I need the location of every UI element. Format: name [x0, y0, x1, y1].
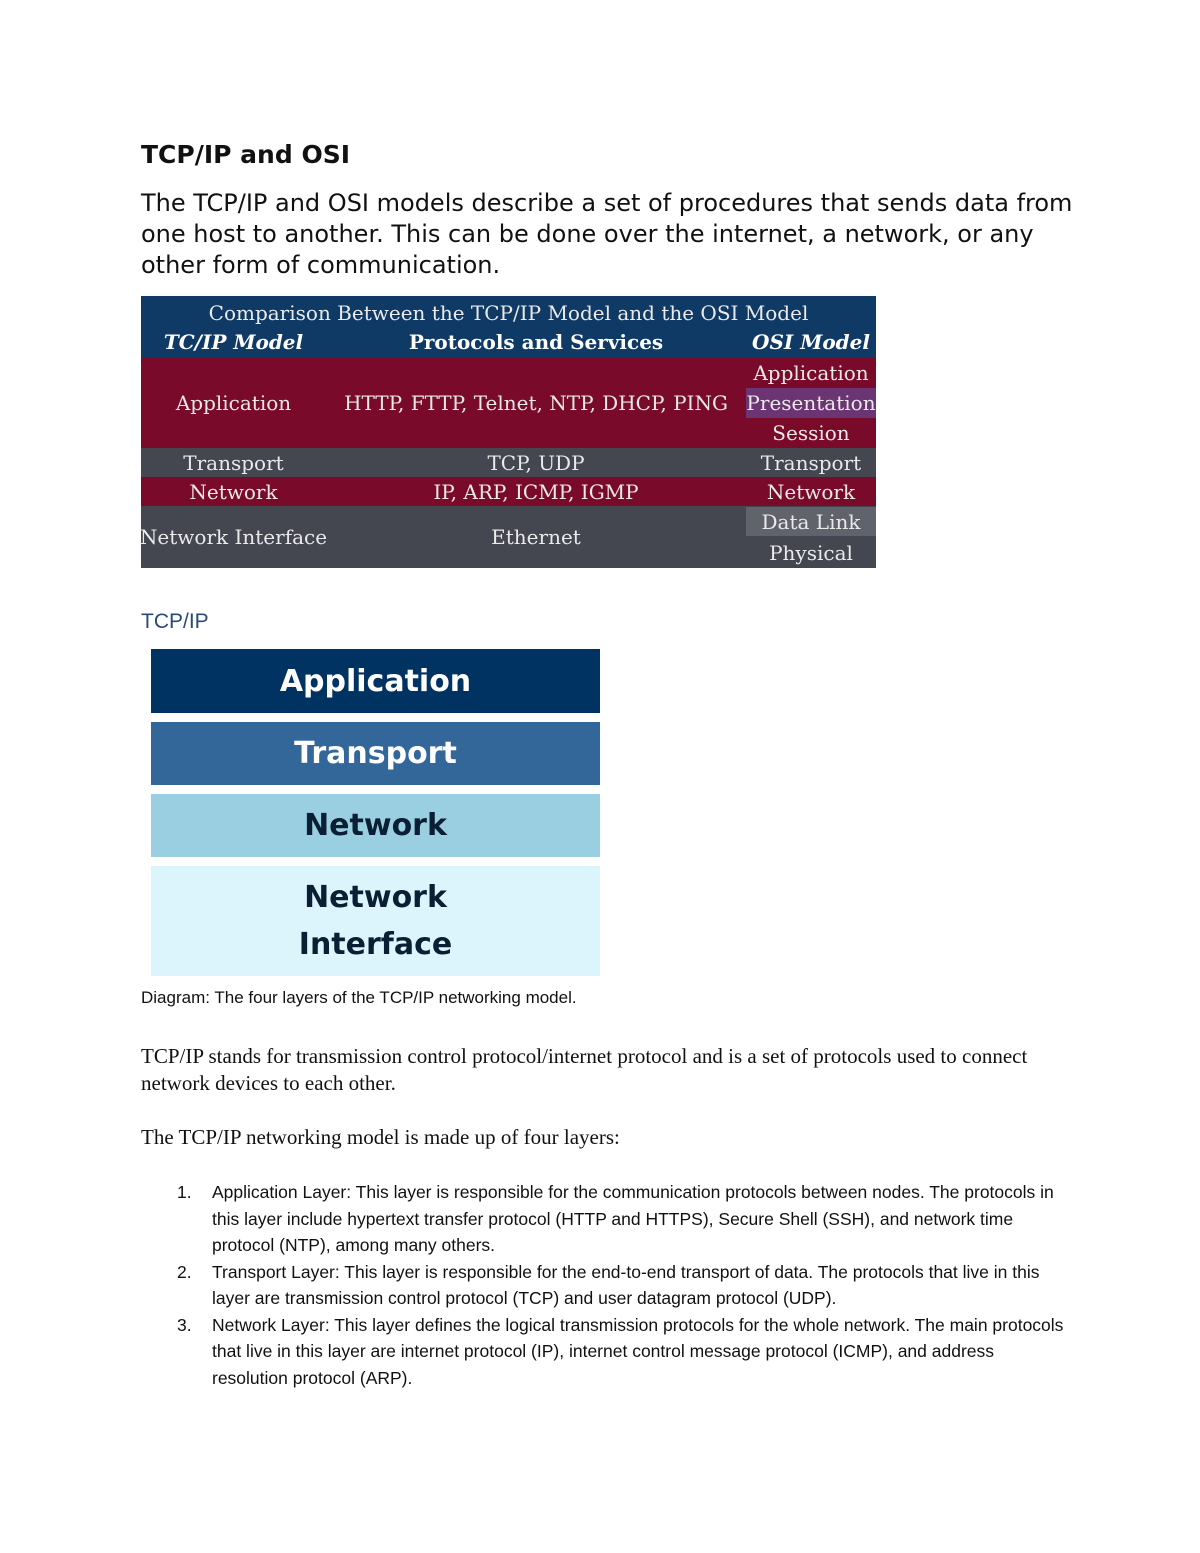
body-paragraph-1: TCP/IP stands for transmission control protocol/internet protocol and is a set of protocols used to connect network devices to each other.: [141, 1044, 1028, 1095]
cell-osi-data-link: Data Link: [746, 507, 876, 536]
layer-transport: [151, 722, 600, 785]
cell-tcpip-network: Network: [189, 479, 278, 504]
layer-network-interface-label-1: Network: [304, 880, 447, 915]
cell-tcpip-network-interface: Network Interface: [139, 525, 328, 549]
cell-osi-transport: Transport: [760, 450, 862, 475]
cell-protocols-application: HTTP, FTTP, Telnet, NTP, DHCP, PING: [344, 391, 728, 415]
table-title: Comparison Between the TCP/IP Model and the OSI Model: [208, 301, 809, 325]
list-text: Network Layer: This layer defines the logical transmission protocols for the whole network. The main protocols that live in this layer are internet protocol (IP), internet control message protocol (ICMP), and address resolution protocol (ARP).: [212, 1314, 1064, 1388]
list-number: 3.: [177, 1314, 192, 1335]
layer-network: [151, 794, 600, 857]
layer-transport-label: Transport: [294, 736, 457, 771]
cell-protocols-network-interface: Ethernet: [491, 525, 581, 549]
body-paragraph-2: The TCP/IP networking model is made up of four layers:: [141, 1125, 620, 1149]
layer-network-label: Network: [304, 808, 447, 843]
cell-protocols-network: IP, ARP, ICMP, IGMP: [433, 479, 639, 504]
list-text: Application Layer: This layer is responsible for the communication protocols between nodes. The protocols in this layer include hypertext transfer protocol (HTTP and HTTPS), Secure Shell (SSH), and network time protocol (NTP), among many others.: [212, 1182, 1054, 1255]
cell-osi-presentation: Presentation: [746, 388, 876, 418]
layer-application: [151, 649, 600, 713]
comparison-table: [141, 296, 876, 568]
layer-network-interface: [151, 866, 600, 976]
col-header-protocols: Protocols and Services: [408, 330, 664, 354]
cell-osi-physical: Physical: [769, 540, 853, 565]
cell-osi-network: Network: [766, 479, 856, 504]
list-number: 1.: [177, 1182, 192, 1202]
cell-protocols-transport: TCP, UDP: [487, 450, 585, 475]
list-item: [141, 1312, 1071, 1392]
list-item: [141, 1259, 1071, 1312]
cell-tcpip-application: Application: [175, 391, 292, 415]
intro-paragraph: The TCP/IP and OSI models describe a set of procedures that sends data from one host to another. This can be done over the internet, a network, or any other form of communication.: [141, 189, 1073, 279]
diagram-title: TCP/IP: [141, 610, 209, 633]
layer-application-label: Application: [279, 663, 472, 699]
list-item: [141, 1179, 1071, 1259]
list-text: Transport Layer: This layer is responsible for the end-to-end transport of data. The protocols that live in this layer are transmission control protocol (TCP) and user datagram protocol (UDP).: [212, 1261, 1040, 1308]
col-header-osi: OSI Model: [752, 330, 870, 354]
cell-osi-application: Application: [753, 361, 869, 385]
layer-list: [141, 1179, 1071, 1391]
diagram-caption: Diagram: The four layers of the TCP/IP networking model.: [141, 988, 577, 1007]
cell-osi-session: Session: [772, 421, 850, 445]
page-heading: TCP/IP and OSI: [141, 140, 351, 169]
list-number: 2.: [177, 1261, 192, 1282]
col-header-tcpip: TC/IP Model: [163, 330, 304, 354]
layer-network-interface-label-2: Interface: [298, 927, 453, 962]
cell-tcpip-transport: Transport: [183, 450, 284, 475]
